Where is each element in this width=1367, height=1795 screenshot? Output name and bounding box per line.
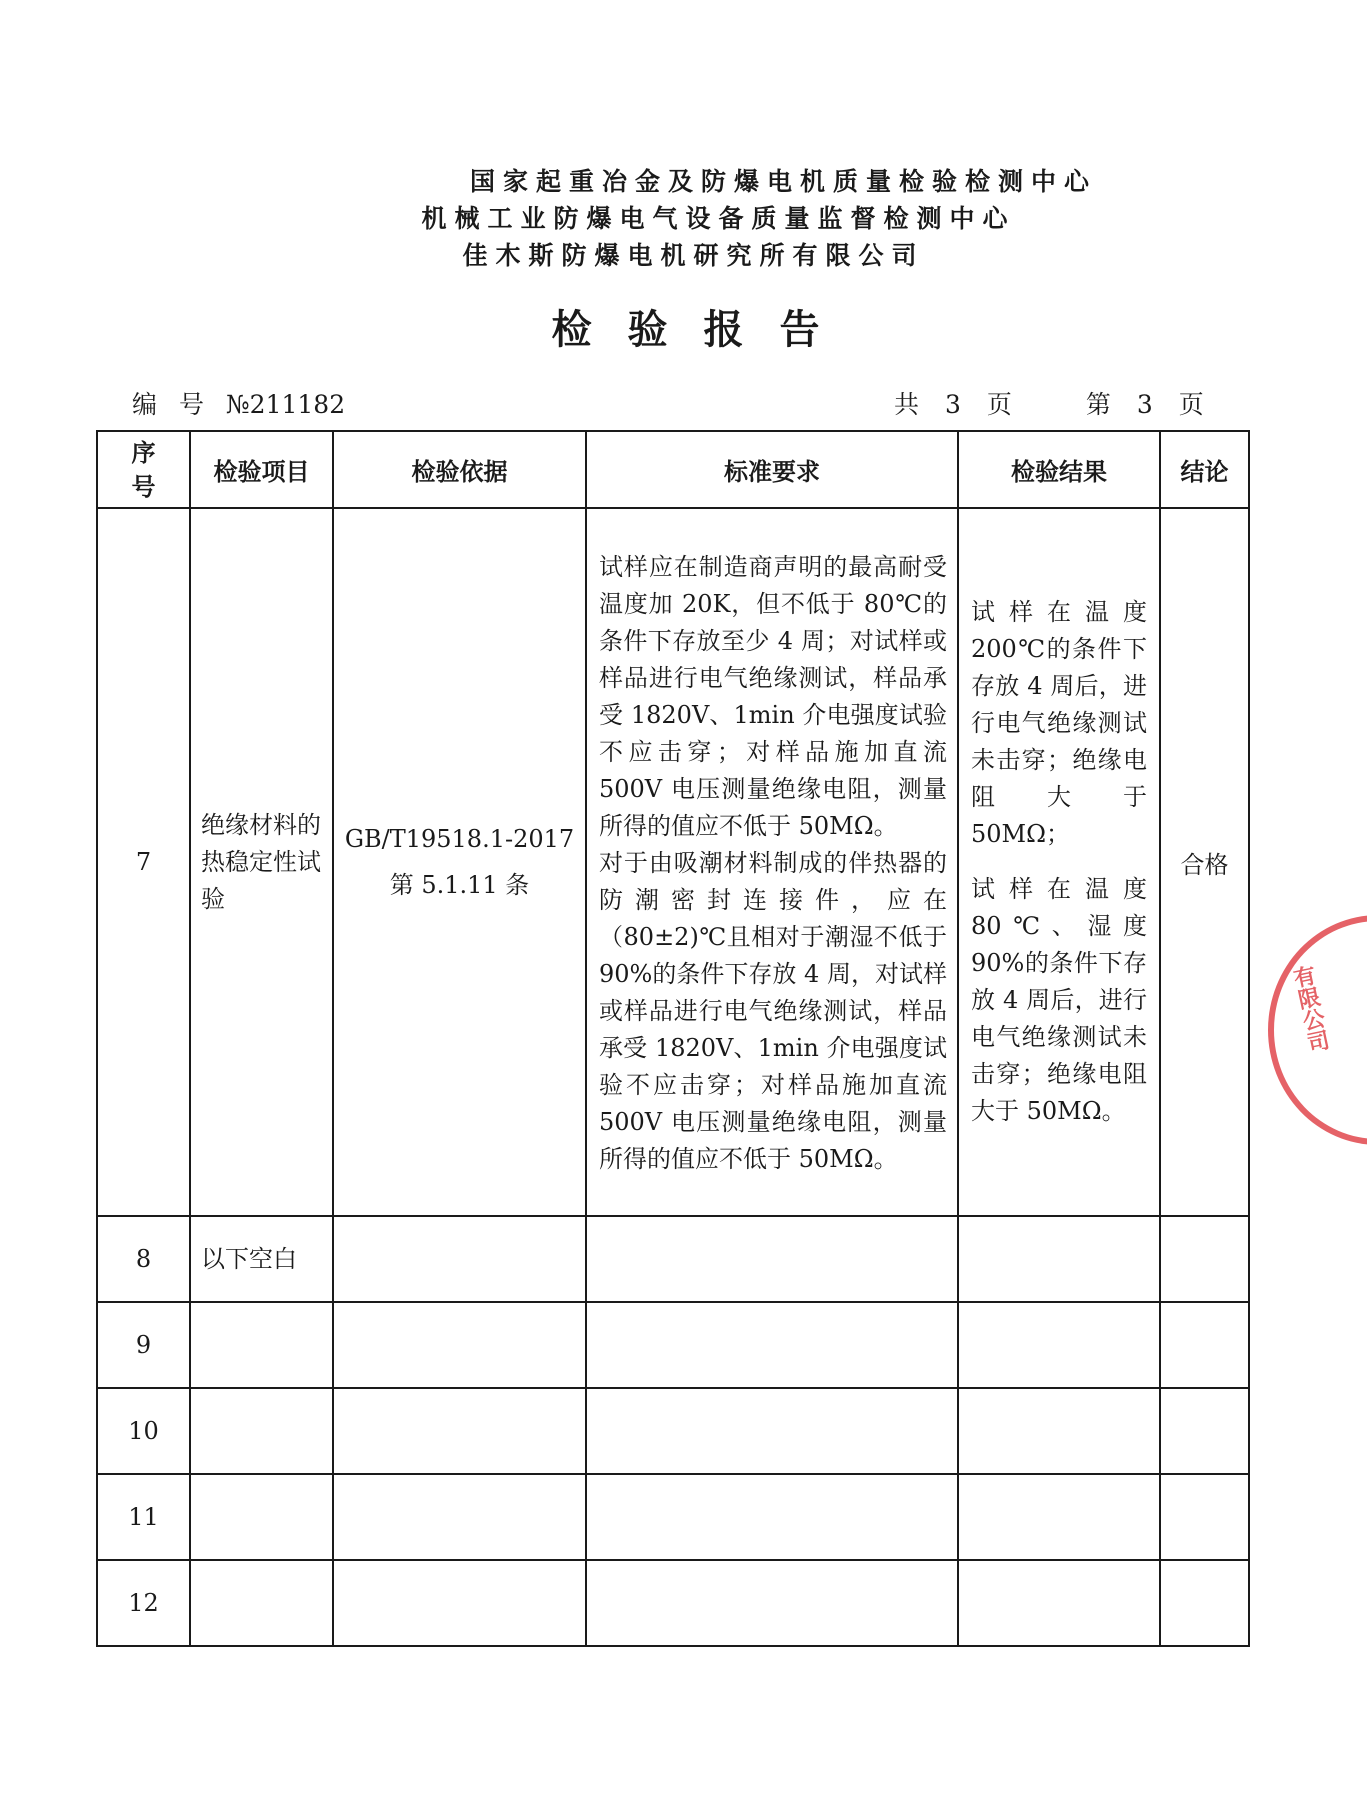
row-requirement [586,1474,958,1560]
row-requirement [586,1302,958,1388]
basis-standard: GB/T19518.1-2017 [344,825,575,853]
inspection-table [96,430,1250,1647]
report-number-value: №211182 [226,390,346,419]
result-part-1: 试样在温度 200℃的条件下存放 4 周后，进行电气绝缘测试未击穿；绝缘电阻大于 50MΩ； [971,598,1147,848]
report-number [132,385,345,421]
row-item [190,1474,333,1560]
row-seq: 7 [97,508,190,1216]
row-requirement [586,1388,958,1474]
row-item: 以下空白 [190,1216,333,1302]
header-requirement: 标准要求 [586,431,958,508]
row-seq: 12 [97,1560,190,1646]
company-seal [1268,915,1367,1145]
row-conclusion [1160,1560,1249,1646]
row-seq: 10 [97,1388,190,1474]
requirement-part-1: 试样应在制造商声明的最高耐受温度加 20K，但不低于 80℃的条件下存放至少 4 周；对试样或样品进行电气绝缘测试，样品承受 1820V、1min 介电强度试验不应击穿；对样品施加直流 500V 电压测量绝缘电阻，测量所得的值应不低于 50MΩ。 [599,552,947,840]
requirement-part-2: 对于由吸潮材料制成的伴热器的防潮密封连接件，应在（80±2)℃且相对于潮湿不低于 90%的条件下存放 4 周，对试样或样品进行电气绝缘测试，样品承受 1820V、1min 介电强度试验不应击穿；对样品施加直流 500V 电压测量绝缘电阻，测量所得的值应不低于 50MΩ。 [599,848,947,1173]
header-item: 检验项目 [190,431,333,508]
table-row [97,1302,1249,1388]
header-seq: 序号 [97,431,190,508]
table-row [97,1216,1249,1302]
row-item [190,1560,333,1646]
row-basis [333,1474,586,1560]
row-basis [333,1302,586,1388]
row-result [958,1216,1160,1302]
row-seq: 11 [97,1474,190,1560]
table-row [97,508,1249,1216]
current-page: 3 [1136,390,1153,419]
report-number-label: 编号 [132,390,227,419]
row-conclusion [1160,1216,1249,1302]
basis-clause: 第 5.1.11 条 [389,871,530,899]
row-seq: 8 [97,1216,190,1302]
total-pages: 3 [945,390,961,419]
row-conclusion: 合格 [1160,508,1249,1216]
result-part-2: 试样在温度 80℃、湿度 90%的条件下存放 4 周后，进行电气绝缘测试未击穿；绝缘电阻大于 50MΩ。 [971,875,1147,1125]
row-basis [333,1388,586,1474]
row-result [958,1388,1160,1474]
row-item: 绝缘材料的热稳定性试验 [190,508,333,1216]
row-conclusion [1160,1302,1249,1388]
row-seq: 9 [97,1302,190,1388]
table-header-row [97,431,1249,508]
org-name-line-1: 国家起重冶金及防爆电机质量检验检测中心 [469,167,1097,196]
row-item [190,1388,333,1474]
row-requirement [586,508,958,1216]
total-pages-unit: 页 [986,390,1012,419]
table-row [97,1560,1249,1646]
row-result [958,1474,1160,1560]
total-pages-label: 共 [894,390,920,419]
row-conclusion [1160,1388,1249,1474]
row-basis [333,1216,586,1302]
current-page-label: 第 [1085,390,1111,419]
header-conclusion: 结论 [1160,431,1249,508]
row-requirement [586,1216,958,1302]
page-indicator [894,385,1204,421]
row-result [958,1560,1160,1646]
org-name-line-2: 机械工业防爆电气设备质量监督检测中心 [421,204,1016,233]
header-result: 检验结果 [958,431,1160,508]
row-requirement [586,1560,958,1646]
table-row [97,1474,1249,1560]
row-item [190,1302,333,1388]
report-title: 检验报告 [551,307,856,353]
row-result [958,1302,1160,1388]
header-basis: 检验依据 [333,431,586,508]
table-row [97,1388,1249,1474]
seal-text: 有限公司 [1288,963,1331,1055]
row-basis [333,1560,586,1646]
row-conclusion [1160,1474,1249,1560]
row-basis [333,508,586,1216]
org-name-line-3: 佳木斯防爆电机研究所有限公司 [462,241,925,270]
row-result [958,508,1160,1216]
current-page-unit: 页 [1178,390,1204,419]
